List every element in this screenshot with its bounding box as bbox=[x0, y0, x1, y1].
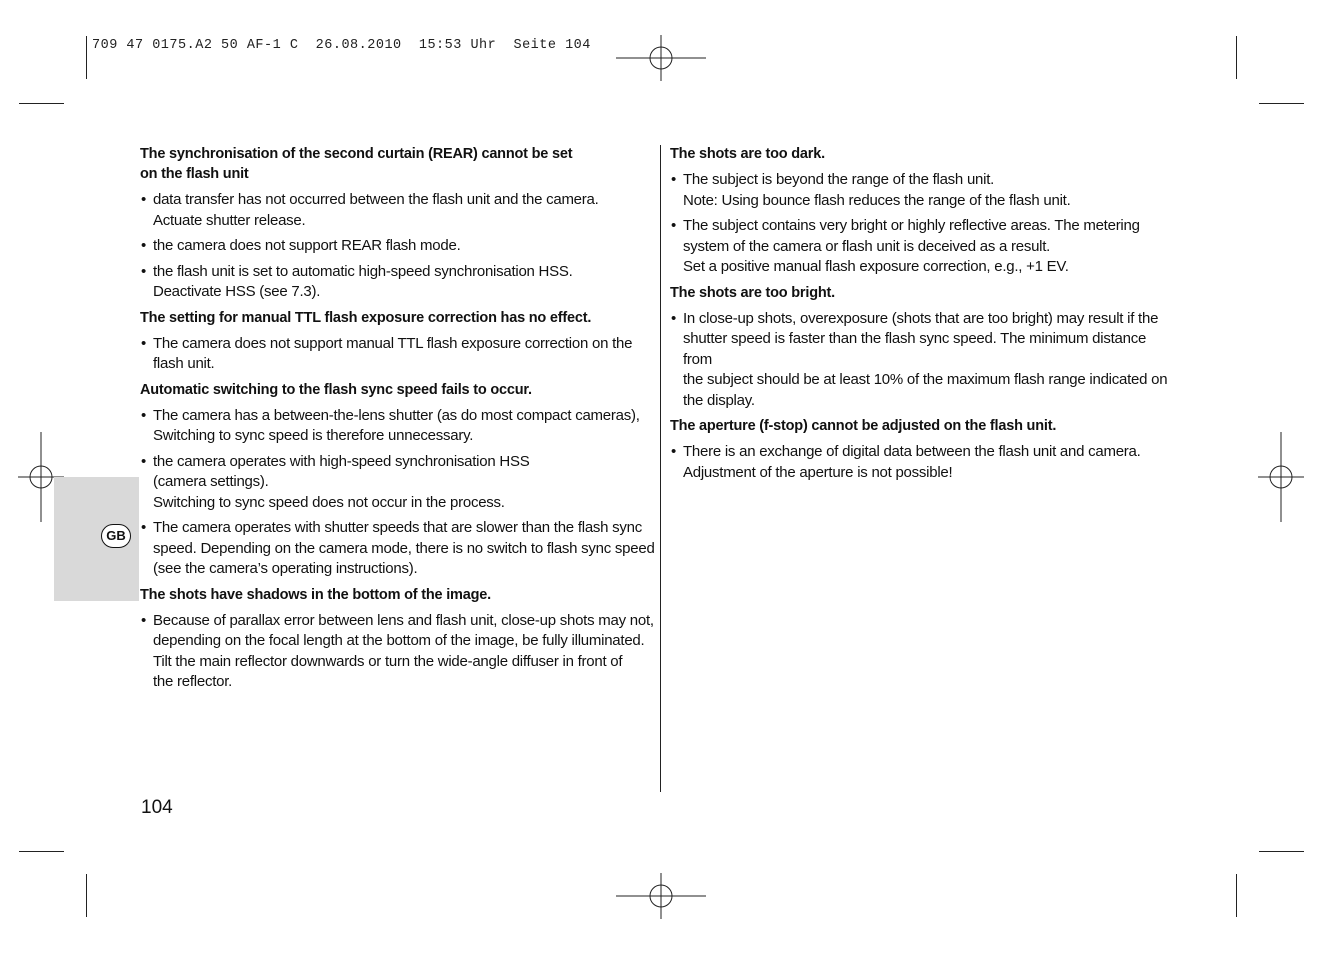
list-item-line: • Because of parallax error between lens and flash unit, close-up shots may not, bbox=[153, 611, 654, 629]
bullet-list bbox=[140, 611, 655, 693]
list-item bbox=[670, 170, 1175, 211]
page-number: 104 bbox=[141, 797, 173, 818]
registration-mark-right-icon bbox=[1236, 432, 1325, 522]
list-item-line: flash unit. bbox=[153, 355, 215, 372]
list-item-line: the reflector. bbox=[153, 673, 233, 690]
list-item bbox=[140, 518, 655, 580]
crop-mark-top-right-horizontal bbox=[1259, 103, 1304, 104]
section-heading-line: The shots are too bright. bbox=[670, 284, 835, 301]
section-heading-line: The synchronisation of the second curtain (REAR) cannot be set bbox=[140, 146, 573, 162]
list-item-line: speed. Depending on the camera mode, there is no switch to flash sync speed bbox=[153, 539, 655, 557]
list-item bbox=[670, 216, 1175, 278]
list-item bbox=[670, 309, 1175, 412]
bullet-list bbox=[670, 442, 1175, 483]
crop-mark-top-right-vertical bbox=[1236, 36, 1237, 79]
section-heading-line: The setting for manual TTL flash exposure correction has no effect. bbox=[140, 309, 592, 326]
list-item-line: Note: Using bounce flash reduces the range of the flash unit. bbox=[683, 191, 1071, 209]
list-item-line: Actuate shutter release. bbox=[153, 211, 306, 229]
section-heading bbox=[670, 416, 1175, 436]
registration-mark-top-icon bbox=[616, 13, 706, 103]
section-heading-line: The aperture (f-stop) cannot be adjusted on the flash unit. bbox=[670, 418, 1057, 434]
list-item bbox=[140, 452, 655, 514]
list-item bbox=[140, 190, 655, 231]
column-divider bbox=[660, 145, 661, 792]
crop-mark-bottom-left-vertical bbox=[86, 874, 87, 917]
list-item-line: shutter speed is faster than the flash sync speed. The minimum distance from bbox=[683, 330, 1147, 368]
list-item-line: • The camera has a between-the-lens shutter (as do most compact cameras), bbox=[153, 406, 640, 424]
list-item-line: • The subject contains very bright or highly reflective areas. The metering bbox=[683, 217, 1140, 234]
bullet-list bbox=[140, 190, 655, 303]
crop-mark-bottom-right-horizontal bbox=[1259, 851, 1304, 852]
list-item-line: • data transfer has not occurred between the flash unit and the camera. bbox=[153, 191, 599, 208]
list-item bbox=[140, 236, 655, 257]
list-item bbox=[670, 442, 1175, 483]
list-item bbox=[140, 611, 655, 693]
bullet-list bbox=[140, 334, 655, 375]
list-item-line: the display. bbox=[683, 391, 755, 409]
bullet-list bbox=[670, 170, 1175, 278]
list-item-line: (camera settings). bbox=[153, 473, 269, 490]
list-item-line: • In close-up shots, overexposure (shots that are too bright) may result if the bbox=[683, 309, 1159, 327]
list-item-line: • the camera operates with high-speed synchronisation HSS bbox=[153, 452, 530, 470]
list-item-line: Set a positive manual flash exposure correction, e.g., +1 EV. bbox=[683, 258, 1069, 275]
list-item-line: Tilt the main reflector downwards or turn the wide-angle diffuser in front of bbox=[153, 652, 623, 670]
section-heading bbox=[140, 380, 655, 400]
section-heading-line: The shots are too dark. bbox=[670, 146, 825, 162]
list-item-line: depending on the focal length at the bottom of the image, be fully illuminated. bbox=[153, 632, 645, 649]
section-heading-line: on the flash unit bbox=[140, 166, 249, 182]
crop-mark-top-left-horizontal bbox=[19, 103, 64, 104]
list-item-line: Deactivate HSS (see 7.3). bbox=[153, 283, 321, 300]
section-heading bbox=[670, 283, 1175, 303]
list-item-line: • the camera does not support REAR flash mode. bbox=[153, 237, 461, 254]
left-column bbox=[140, 144, 655, 698]
list-item-line: • The camera operates with shutter speeds that are slower than the flash sync bbox=[153, 519, 643, 536]
list-item-line: Switching to sync speed does not occur in the process. bbox=[153, 493, 505, 511]
registration-mark-bottom-icon bbox=[616, 851, 706, 941]
section-heading bbox=[140, 144, 655, 184]
section-heading bbox=[670, 144, 1175, 164]
section-heading bbox=[140, 308, 655, 328]
section-heading-line: The shots have shadows in the bottom of the image. bbox=[140, 586, 491, 603]
section-heading-line: Automatic switching to the flash sync speed fails to occur. bbox=[140, 381, 532, 398]
list-item-line: the subject should be at least 10% of the maximum flash range indicated on bbox=[683, 371, 1168, 388]
bullet-list bbox=[670, 309, 1175, 412]
crop-mark-bottom-left-horizontal bbox=[19, 851, 64, 852]
list-item-line: system of the camera or flash unit is deceived as a result. bbox=[683, 237, 1051, 255]
crop-mark-bottom-right-vertical bbox=[1236, 874, 1237, 917]
section-heading bbox=[140, 585, 655, 605]
list-item-line: • There is an exchange of digital data between the flash unit and camera. bbox=[683, 443, 1141, 460]
bullet-list bbox=[140, 406, 655, 580]
list-item bbox=[140, 406, 655, 447]
list-item-line: (see the camera’s operating instructions). bbox=[153, 560, 418, 577]
list-item bbox=[140, 262, 655, 303]
list-item-line: • The subject is beyond the range of the flash unit. bbox=[683, 171, 995, 188]
crop-mark-top-left-vertical bbox=[86, 36, 87, 79]
list-item-line: Switching to sync speed is therefore unnecessary. bbox=[153, 427, 474, 444]
print-slug-line: 709 47 0175.A2 50 AF-1 C 26.08.2010 15:53 Uhr Seite 104 bbox=[92, 38, 591, 53]
language-badge: GB bbox=[101, 524, 131, 548]
list-item-line: • The camera does not support manual TTL flash exposure correction on the bbox=[153, 334, 633, 352]
right-column bbox=[670, 144, 1175, 488]
list-item bbox=[140, 334, 655, 375]
list-item-line: Adjustment of the aperture is not possible! bbox=[683, 463, 953, 481]
list-item-line: • the flash unit is set to automatic high-speed synchronisation HSS. bbox=[153, 262, 573, 280]
